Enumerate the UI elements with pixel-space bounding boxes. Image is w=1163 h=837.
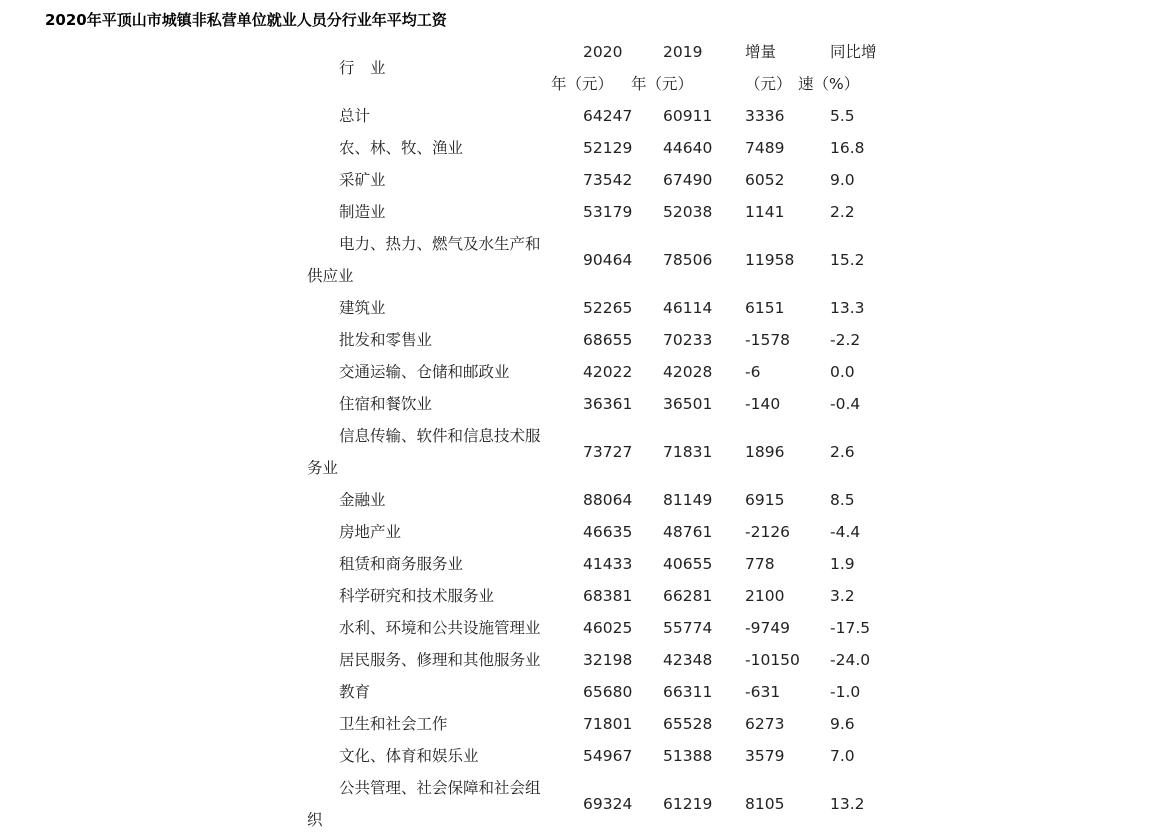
wage-2020-cell: 73542: [583, 171, 633, 189]
industry-cell: 采矿业: [339, 171, 386, 189]
industry-cell: 制造业: [339, 203, 386, 221]
industry-cell: 金融业: [339, 491, 386, 509]
wage-2019-cell: 44640: [663, 139, 713, 157]
wage-2019-cell: 81149: [663, 491, 713, 509]
increase-cell: 8105: [745, 795, 785, 813]
table-row: [307, 644, 900, 676]
wage-2019-cell: 67490: [663, 171, 713, 189]
wage-2019-cell: 40655: [663, 555, 713, 573]
wage-2020-cell: 65680: [583, 683, 633, 701]
wage-2020-cell: 53179: [583, 203, 633, 221]
growth-rate-cell: 5.5: [830, 107, 855, 125]
wage-2020-cell: 68381: [583, 587, 633, 605]
table-row: [307, 356, 900, 388]
growth-rate-cell: 13.2: [830, 795, 865, 813]
growth-rate-cell: 8.5: [830, 491, 855, 509]
table-row: [307, 420, 900, 484]
wage-2019-cell: 71831: [663, 443, 713, 461]
industry-cell: 教育: [339, 683, 371, 701]
table-row: [307, 612, 900, 644]
industry-cell: 交通运输、仓储和邮政业: [339, 363, 510, 381]
increase-cell: 1896: [745, 443, 785, 461]
wage-table: [307, 36, 900, 836]
increase-cell: 2100: [745, 587, 785, 605]
table-row: [307, 292, 900, 324]
growth-rate-cell: -0.4: [830, 395, 861, 413]
wage-2019-cell: 65528: [663, 715, 713, 733]
wage-2019-cell: 42348: [663, 651, 713, 669]
wage-2020-cell: 36361: [583, 395, 633, 413]
table-row: [307, 164, 900, 196]
increase-cell: -10150: [745, 651, 800, 669]
wage-2019-cell: 78506: [663, 251, 713, 269]
wage-2019-cell: 70233: [663, 331, 713, 349]
table-row: [307, 548, 900, 580]
industry-cell: 租赁和商务服务业: [339, 555, 464, 573]
industry-cell: 批发和零售业: [339, 331, 433, 349]
industry-cell: 居民服务、修理和其他服务业: [339, 651, 541, 669]
wage-2019-cell: 42028: [663, 363, 713, 381]
wage-2020-cell: 68655: [583, 331, 633, 349]
wage-2020-cell: 88064: [583, 491, 633, 509]
wage-2020-cell: 64247: [583, 107, 633, 125]
growth-rate-cell: 2.6: [830, 443, 855, 461]
wage-2019-cell: 61219: [663, 795, 713, 813]
header-increase-unit: （元）: [745, 75, 792, 93]
increase-cell: 6273: [745, 715, 785, 733]
table-row: [307, 740, 900, 772]
table-row: [307, 132, 900, 164]
wage-2019-cell: 66281: [663, 587, 713, 605]
industry-cell: 信息传输、软件和信息技术服务业: [307, 427, 541, 477]
increase-cell: 6151: [745, 299, 785, 317]
increase-cell: -1578: [745, 331, 791, 349]
wage-2020-cell: 32198: [583, 651, 633, 669]
growth-rate-cell: 9.6: [830, 715, 855, 733]
industry-cell: 电力、热力、燃气及水生产和供应业: [307, 235, 541, 285]
wage-2020-cell: 41433: [583, 555, 633, 573]
growth-rate-cell: -2.2: [830, 331, 861, 349]
increase-cell: 1141: [745, 203, 785, 221]
table-row: [307, 676, 900, 708]
industry-cell: 总计: [339, 107, 371, 125]
wage-2019-cell: 36501: [663, 395, 713, 413]
table-row: [307, 100, 900, 132]
table-row: [307, 388, 900, 420]
header-industry: 行 业: [339, 59, 386, 77]
table-row: [307, 772, 900, 836]
growth-rate-cell: 1.9: [830, 555, 855, 573]
wage-2020-cell: 52129: [583, 139, 633, 157]
increase-cell: 6915: [745, 491, 785, 509]
wage-2020-cell: 90464: [583, 251, 633, 269]
increase-cell: 778: [745, 555, 775, 573]
growth-rate-cell: 3.2: [830, 587, 855, 605]
wage-2019-cell: 51388: [663, 747, 713, 765]
table-row: [307, 708, 900, 740]
increase-cell: -6: [745, 363, 761, 381]
growth-rate-cell: 16.8: [830, 139, 865, 157]
wage-2020-cell: 52265: [583, 299, 633, 317]
industry-cell: 房地产业: [339, 523, 402, 541]
table-row: [307, 196, 900, 228]
wage-2020-cell: 71801: [583, 715, 633, 733]
growth-rate-cell: 15.2: [830, 251, 865, 269]
header-2020: 2020: [583, 43, 623, 61]
increase-cell: 7489: [745, 139, 785, 157]
wage-2020-cell: 46025: [583, 619, 633, 637]
header-row-top: [307, 36, 900, 68]
industry-cell: 水利、环境和公共设施管理业: [339, 619, 541, 637]
growth-rate-cell: 0.0: [830, 363, 855, 381]
increase-cell: 11958: [745, 251, 795, 269]
wage-2019-cell: 48761: [663, 523, 713, 541]
wage-2020-cell: 54967: [583, 747, 633, 765]
wage-2019-cell: 46114: [663, 299, 713, 317]
wage-2020-cell: 46635: [583, 523, 633, 541]
wage-2019-cell: 52038: [663, 203, 713, 221]
growth-rate-cell: -24.0: [830, 651, 871, 669]
wage-2020-cell: 69324: [583, 795, 633, 813]
increase-cell: -2126: [745, 523, 791, 541]
header-2019-unit: 年（元）: [631, 75, 694, 93]
industry-cell: 卫生和社会工作: [339, 715, 448, 733]
industry-cell: 农、林、牧、渔业: [339, 139, 464, 157]
table-row: [307, 580, 900, 612]
table-row: [307, 516, 900, 548]
increase-cell: 6052: [745, 171, 785, 189]
header-2019: 2019: [663, 43, 703, 61]
header-2020-unit: 年（元）: [551, 75, 614, 93]
growth-rate-cell: -17.5: [830, 619, 871, 637]
industry-cell: 文化、体育和娱乐业: [339, 747, 479, 765]
growth-rate-cell: 2.2: [830, 203, 855, 221]
wage-2020-cell: 42022: [583, 363, 633, 381]
industry-cell: 住宿和餐饮业: [339, 395, 433, 413]
growth-rate-cell: 7.0: [830, 747, 855, 765]
increase-cell: -140: [745, 395, 781, 413]
table-row: [307, 324, 900, 356]
table-row: [307, 484, 900, 516]
header-increase: 增量: [745, 43, 777, 61]
growth-rate-cell: 9.0: [830, 171, 855, 189]
industry-cell: 建筑业: [339, 299, 386, 317]
industry-cell: 科学研究和技术服务业: [339, 587, 495, 605]
growth-rate-cell: 13.3: [830, 299, 865, 317]
header-growth: 同比增: [830, 43, 877, 61]
wage-2019-cell: 55774: [663, 619, 713, 637]
page-title: 2020年平顶山市城镇非私营单位就业人员分行业年平均工资: [45, 11, 447, 29]
increase-cell: 3579: [745, 747, 785, 765]
growth-rate-cell: -4.4: [830, 523, 861, 541]
wage-2020-cell: 73727: [583, 443, 633, 461]
wage-2019-cell: 60911: [663, 107, 713, 125]
wage-2019-cell: 66311: [663, 683, 713, 701]
increase-cell: -9749: [745, 619, 791, 637]
increase-cell: -631: [745, 683, 781, 701]
growth-rate-cell: -1.0: [830, 683, 861, 701]
industry-cell: 公共管理、社会保障和社会组织: [307, 779, 541, 829]
table-row: [307, 228, 900, 292]
increase-cell: 3336: [745, 107, 785, 125]
header-growth-unit: 速（%）: [798, 75, 860, 93]
